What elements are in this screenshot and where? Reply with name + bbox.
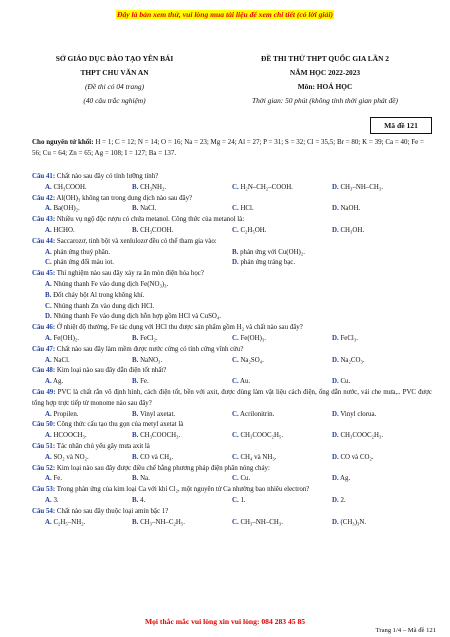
question-text: Trong phản ứng của kim loại Ca với khí Cl₂, một nguyên tử Ca nhường bao nhiêu electron? <box>56 486 310 494</box>
question-number: Câu 48: <box>32 367 56 375</box>
answer-option <box>332 496 346 507</box>
option-text: CH₄ và NH₃. <box>240 453 277 461</box>
option-letter: A. <box>45 518 52 526</box>
option-text: HCl. <box>240 205 254 213</box>
answer-option <box>232 474 250 485</box>
option-letter: B. <box>132 378 139 386</box>
question-stem <box>32 215 432 226</box>
question-stem <box>32 323 432 334</box>
question-block <box>32 323 432 345</box>
option-letter: C. <box>232 475 239 483</box>
question-number: Câu 44: <box>32 237 56 245</box>
options-row <box>32 453 432 464</box>
question-block <box>32 507 432 529</box>
answer-option <box>45 377 63 388</box>
question-stem <box>32 388 432 410</box>
option-letter: C. <box>232 453 239 461</box>
option-text: CH₃COOC₂H₅. <box>240 432 284 440</box>
preview-banner-text: Đây là bản xem thử, vui lòng mua tài liệu để xem chi tiết (có lời giải) <box>117 10 333 19</box>
option-text: 2. <box>340 496 346 504</box>
option-letter: D. <box>332 356 339 364</box>
question-stem <box>32 442 432 453</box>
question-number: Câu 49: <box>32 388 56 396</box>
question-block <box>32 388 432 420</box>
question-stem <box>32 269 432 280</box>
options-row <box>32 258 432 269</box>
option-text: Na₂SO₄. <box>240 356 264 364</box>
question-text: Kim loại nào sau đây được điều chế bằng phương pháp điện phân nóng chảy: <box>56 464 270 472</box>
option-letter: D. <box>332 453 339 461</box>
option-text: Fe. <box>53 475 63 483</box>
answer-option <box>45 474 62 485</box>
question-stem <box>32 172 432 183</box>
header-left <box>22 52 207 108</box>
option-text: HCOOCH₃. <box>53 432 87 440</box>
option-text: Acrilonitrin. <box>240 410 275 418</box>
answer-option <box>332 518 366 529</box>
option-letter: D. <box>332 334 339 342</box>
option-letter: B. <box>132 453 139 461</box>
option-text: CH₃–NH–C₂H₅. <box>140 518 185 526</box>
option-letter: A. <box>45 183 52 191</box>
header-right <box>205 52 445 108</box>
option-text: FeCl₃. <box>340 334 358 342</box>
answer-option <box>332 334 358 345</box>
option-text: FeCl₂. <box>140 334 158 342</box>
answer-option <box>132 496 145 507</box>
answer-option <box>45 303 154 310</box>
option-text: 1. <box>240 496 246 504</box>
question-number: Câu 54: <box>32 507 56 515</box>
option-text: HCHO. <box>53 226 75 234</box>
options-row <box>32 518 432 529</box>
question-block <box>32 420 432 442</box>
option-text: CH₃–NH–CH₃. <box>340 183 383 191</box>
answer-option <box>45 431 87 442</box>
answer-option <box>332 377 350 388</box>
option-letter: D. <box>332 432 339 440</box>
answer-option <box>332 410 376 421</box>
answer-option <box>132 356 162 367</box>
option-text: (CH₃)₃N. <box>340 518 367 526</box>
question-text: Ở nhiệt độ thường, Fe tác dụng với HCl thu được sản phẩm gồm H₂ và chất nào sau đây? <box>56 324 303 332</box>
option-text: CO và CH₄. <box>140 453 174 461</box>
answer-option <box>45 226 75 237</box>
question-number: Câu 43: <box>32 216 56 224</box>
question-block <box>32 172 432 194</box>
question-number: Câu 47: <box>32 345 56 353</box>
answer-option <box>132 377 149 388</box>
options-row <box>32 334 432 345</box>
option-text: CH₃OH. <box>340 226 365 234</box>
option-text: H₂N–CH₂–COOH. <box>240 183 293 191</box>
answer-option <box>232 453 276 464</box>
subject: Môn: HOÁ HỌC <box>297 82 353 91</box>
question-number: Câu 46: <box>32 324 56 332</box>
option-letter: A. <box>45 226 52 234</box>
answer-option <box>332 431 383 442</box>
answer-option <box>332 453 374 464</box>
option-text: Nhúng thanh Zn vào dung dịch HCl. <box>53 302 155 310</box>
option-letter: D. <box>232 259 239 267</box>
options-row <box>32 248 432 259</box>
option-text: Na. <box>140 475 150 483</box>
option-text: Au. <box>240 378 251 386</box>
question-stem <box>32 420 432 431</box>
answer-option <box>45 496 59 507</box>
answer-option <box>132 183 166 194</box>
question-text: Chất nào sau đây làm mềm được nước cứng có tính cứng vĩnh cửu? <box>56 345 244 353</box>
options-row <box>32 226 432 237</box>
option-letter: B. <box>132 410 139 418</box>
option-text: Vinyl axetat. <box>139 410 176 418</box>
option-text: Nhúng thanh Fe vào dung dịch hỗn hợp gồm HCl và CuSO₄. <box>53 313 222 321</box>
question-text: PVC là chất rắn vô định hình, cách điện tốt, bền với axit, được dùng làm vật liệu cách điện, ống dẫn nước, vải che mưa,.. PVC được tổng hợp trực tiếp từ monome nào sau đây? <box>32 388 432 407</box>
answer-option <box>45 258 114 269</box>
question-block <box>32 442 432 464</box>
options-row <box>32 280 432 291</box>
option-letter: A. <box>45 334 52 342</box>
option-letter: C. <box>232 205 239 213</box>
answer-option <box>45 453 89 464</box>
question-number: Câu 45: <box>32 270 56 278</box>
answer-option <box>132 518 185 529</box>
exam-title: ĐỀ THI THỬ THPT QUỐC GIA LẦN 2 <box>261 54 389 63</box>
option-letter: D. <box>332 410 339 418</box>
option-letter: B. <box>132 496 139 504</box>
option-letter: C. <box>232 378 239 386</box>
option-letter: B. <box>132 183 139 191</box>
question-stem <box>32 345 432 356</box>
answer-option <box>45 292 144 299</box>
option-letter: A. <box>45 475 52 483</box>
option-text: 4. <box>140 496 146 504</box>
option-text: Propilen. <box>53 410 79 418</box>
option-letter: B. <box>45 291 52 299</box>
answer-option <box>232 496 246 507</box>
answer-option <box>332 183 383 194</box>
answer-option <box>232 356 264 367</box>
answer-option <box>132 453 173 464</box>
question-text: Kim loại nào sau đây dẫn điện tốt nhất? <box>56 367 167 375</box>
option-text: NaOH. <box>340 205 361 213</box>
question-text: Chất nào sau đây có tính lưỡng tính? <box>56 173 159 180</box>
department-name: SỞ GIÁO DỤC ĐÀO TẠO YÊN BÁI <box>55 54 174 63</box>
atomic-masses-label: Cho nguyên tử khối: <box>32 138 94 146</box>
answer-option <box>232 183 293 194</box>
option-text: phản ứng tráng bạc. <box>240 259 296 267</box>
question-text: Tác nhân chủ yếu gây mưa axit là <box>56 442 150 450</box>
question-block <box>32 345 432 367</box>
option-text: Ba(OH)₂. <box>53 205 80 213</box>
answer-option <box>132 474 150 485</box>
school-year: NĂM HỌC 2022-2023 <box>289 68 361 77</box>
question-list <box>32 172 432 528</box>
option-text: C₂H₅–NH₂. <box>53 518 86 526</box>
option-letter: A. <box>45 432 52 440</box>
option-letter: C. <box>45 302 52 310</box>
question-text: Chất nào sau đây thuộc loại amin bậc 1? <box>56 507 169 515</box>
options-row <box>32 204 432 215</box>
option-letter: A. <box>45 248 52 256</box>
option-letter: C. <box>232 432 239 440</box>
answer-option <box>232 334 266 345</box>
answer-option <box>232 431 283 442</box>
option-text: Fe. <box>140 378 149 386</box>
option-letter: D. <box>332 475 339 483</box>
option-text: Cu. <box>240 475 251 483</box>
option-letter: B. <box>132 356 139 364</box>
answer-option <box>232 377 250 388</box>
answer-option <box>232 226 267 237</box>
options-row <box>32 312 432 323</box>
question-number: Câu 42: <box>32 194 56 202</box>
option-text: NaCl. <box>140 205 157 213</box>
answer-option <box>45 248 110 259</box>
option-letter: C. <box>45 259 52 267</box>
question-text: Thí nghiệm nào sau đây xảy ra ăn mòn điện hóa học? <box>56 270 204 278</box>
answer-option <box>45 356 70 367</box>
option-letter: B. <box>232 248 239 256</box>
answer-option <box>232 204 254 215</box>
answer-option <box>132 431 180 442</box>
answer-option <box>45 281 168 288</box>
option-letter: C. <box>232 518 239 526</box>
option-letter: C. <box>232 334 239 342</box>
option-letter: D. <box>45 313 52 321</box>
options-row <box>32 410 432 421</box>
option-letter: C. <box>232 183 239 191</box>
footer-contact: Mọi thắc mắc vui lòng xin vui lòng: 084 283 45 85 <box>144 617 306 626</box>
question-text: Nhiều vụ ngộ độc rượu có chứa metanol. Công thức của metanol là: <box>56 216 245 224</box>
question-stem <box>32 507 432 518</box>
option-text: phản ứng đổi màu iot. <box>53 259 115 267</box>
answer-option <box>45 334 79 345</box>
answer-option <box>232 258 295 269</box>
option-letter: C. <box>232 356 239 364</box>
question-stem <box>32 366 432 377</box>
answer-option <box>45 518 85 529</box>
answer-option <box>132 226 173 237</box>
options-row <box>32 496 432 507</box>
option-text: CH₃NH₂. <box>140 183 167 191</box>
option-letter: D. <box>332 183 339 191</box>
question-number: Câu 41: <box>32 173 56 180</box>
question-block <box>32 366 432 388</box>
option-text: SO₂ và NO₂. <box>53 453 89 461</box>
answer-option <box>45 313 221 320</box>
question-stem <box>32 464 432 475</box>
option-letter: A. <box>45 205 52 213</box>
answer-option <box>132 334 158 345</box>
question-block <box>32 215 432 237</box>
answer-option <box>132 204 156 215</box>
question-number: Câu 53: <box>32 486 56 494</box>
answer-option <box>132 410 175 421</box>
option-text: Na₂CO₃. <box>340 356 365 364</box>
page-count-note: (Đề thi có 04 trang) <box>84 82 145 91</box>
question-block <box>32 485 432 507</box>
question-text: Công thức cấu tạo thu gọn của metyl axetat là <box>56 421 184 429</box>
option-letter: A. <box>45 280 52 288</box>
question-block <box>32 194 432 216</box>
option-text: CH₃COOC₂H₃. <box>340 432 384 440</box>
options-row <box>32 183 432 194</box>
answer-option <box>232 518 283 529</box>
option-letter: D. <box>332 496 339 504</box>
question-text: Al(OH)₃ không tan trong dung dịch nào sau đây? <box>56 194 193 202</box>
question-count-note: (40 câu trắc nghiệm) <box>83 96 146 105</box>
options-row <box>32 356 432 367</box>
option-text: NaNO₃. <box>140 356 163 364</box>
answer-option <box>232 410 274 421</box>
atomic-masses-text: H = 1; C = 12; N = 14; O = 16; Na = 23; Mg = 24; Al = 27; P = 31; S = 32; Cl = 35,5; Br = 80; K = 39; Ca = 40; Fe = 56; Cu = 64; Zn = 65; Ag = 108; I = 127; Ba = 137. <box>32 138 424 157</box>
preview-banner <box>0 10 450 19</box>
option-letter: D. <box>332 226 339 234</box>
option-letter: A. <box>45 356 52 364</box>
question-stem <box>32 194 432 205</box>
option-letter: B. <box>132 432 139 440</box>
options-row <box>32 377 432 388</box>
options-row <box>32 474 432 485</box>
question-block <box>32 237 432 269</box>
option-letter: B. <box>132 205 139 213</box>
option-letter: C. <box>232 226 239 234</box>
option-text: Đốt cháy bột Al trong không khí. <box>53 291 145 299</box>
option-text: CH₃COOH. <box>140 226 174 234</box>
option-letter: B. <box>132 334 139 342</box>
answer-option <box>332 204 360 215</box>
question-number: Câu 51: <box>32 442 56 450</box>
answer-option <box>332 474 350 485</box>
page-number: Trang 1/4 – Mã đề 121 <box>375 627 436 634</box>
time-limit: Thời gian: 50 phút (không tính thời gian phát đề) <box>251 96 399 105</box>
option-letter: A. <box>45 496 52 504</box>
question-block <box>32 464 432 486</box>
answer-option <box>45 183 87 194</box>
option-text: CH₃COOH. <box>53 183 87 191</box>
option-letter: B. <box>132 518 139 526</box>
school-name: THPT CHU VĂN AN <box>80 68 149 77</box>
atomic-masses <box>32 137 432 158</box>
option-text: Ag. <box>340 475 351 483</box>
options-row <box>32 431 432 442</box>
option-text: Vinyl clorua. <box>340 410 377 418</box>
option-text: C₂H₅OH. <box>240 226 267 234</box>
option-letter: A. <box>45 378 52 386</box>
option-letter: A. <box>45 410 52 418</box>
exam-code-box: Mã đề 121 <box>370 117 432 134</box>
answer-option <box>45 204 80 215</box>
option-letter: D. <box>332 205 339 213</box>
option-text: Ag. <box>53 378 64 386</box>
option-text: NaCl. <box>53 356 70 364</box>
option-text: CO và CO₂. <box>340 453 374 461</box>
option-text: phản ứng thuỷ phân. <box>53 248 110 256</box>
options-row <box>32 302 432 313</box>
option-letter: C. <box>232 410 239 418</box>
question-number: Câu 52: <box>32 464 56 472</box>
answer-option <box>332 226 364 237</box>
question-block <box>32 269 432 323</box>
option-letter: B. <box>132 226 139 234</box>
options-row <box>32 291 432 302</box>
question-stem <box>32 237 432 248</box>
option-letter: B. <box>132 475 139 483</box>
option-text: phản ứng với Cu(OH)₂. <box>240 248 305 256</box>
option-text: 3. <box>53 496 59 504</box>
option-letter: D. <box>332 378 339 386</box>
option-text: CH₃COOCH₃. <box>140 432 181 440</box>
question-stem <box>32 485 432 496</box>
question-number: Câu 50: <box>32 421 56 429</box>
option-text: CH₃–NH–CH₃. <box>240 518 283 526</box>
option-letter: A. <box>45 453 52 461</box>
option-text: Fe(OH)₂. <box>53 334 79 342</box>
answer-option <box>332 356 365 367</box>
option-letter: C. <box>232 496 239 504</box>
option-text: Fe(OH)₃. <box>240 334 266 342</box>
option-text: Nhúng thanh Fe vào dung dịch Fe(NO₃)₃. <box>53 280 169 288</box>
option-text: Cu. <box>340 378 351 386</box>
question-text: Saccarozơ, tinh bột và xenlulozơ đều có thể tham gia vào: <box>56 237 217 245</box>
answer-option <box>45 410 79 421</box>
option-letter: D. <box>332 518 339 526</box>
answer-option <box>232 248 305 259</box>
